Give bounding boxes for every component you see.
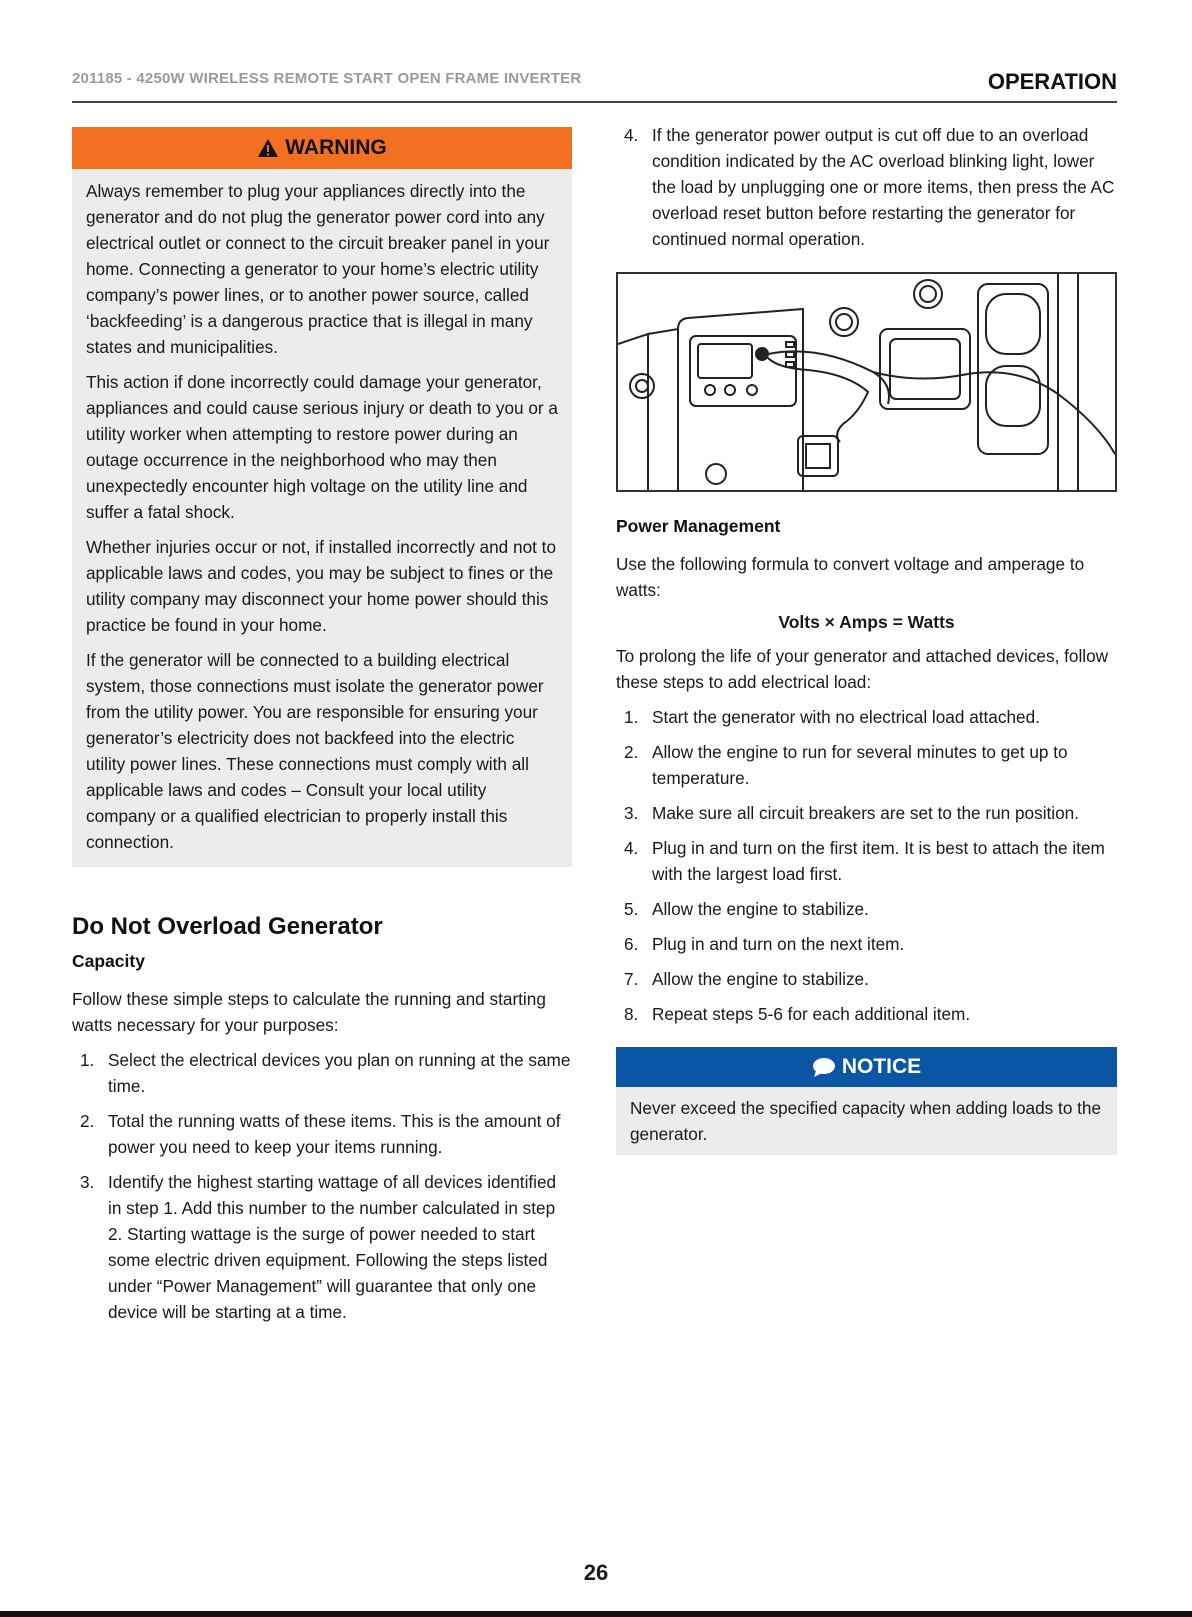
load-steps <box>616 704 1117 1027</box>
step-text: Total the running watts of these items. This is the amount of power you need to keep your items running. <box>108 1111 561 1157</box>
step-text: Make sure all circuit breakers are set to the run position. <box>652 803 1080 823</box>
speech-bubble-icon <box>812 1057 836 1077</box>
list-item <box>616 1001 1117 1027</box>
right-column <box>616 122 1117 1155</box>
bottom-divider <box>0 1611 1192 1617</box>
list-item <box>72 1169 572 1325</box>
warning-body <box>72 169 572 867</box>
step-text: Allow the engine to run for several minutes to get up to temperature. <box>652 742 1068 788</box>
left-column <box>72 127 572 1334</box>
reset-button-illustration <box>616 272 1117 492</box>
header-divider <box>72 101 1117 103</box>
list-item <box>616 896 1117 922</box>
notice-box <box>616 1047 1117 1155</box>
step-text: Identify the highest starting wattage of all devices identified in step 1. Add this number to the number calculated in step 2. Starting wattage is the surge of power needed to start some electric driven equipment. Following the steps listed under “Power Management” will guarantee that only one device will be starting at a time. <box>108 1172 557 1322</box>
step-number: 4. <box>624 125 639 145</box>
warning-triangle-icon <box>257 138 279 158</box>
capacity-intro: Follow these simple steps to calculate the running and starting watts necessary for your purposes: <box>72 989 546 1035</box>
step-number: 1. <box>80 1050 95 1070</box>
step-text: Select the electrical devices you plan on running at the same time. <box>108 1050 571 1096</box>
step-text: Start the generator with no electrical load attached. <box>652 707 1040 727</box>
capacity-steps-continued <box>616 122 1117 252</box>
step-number: 5. <box>624 899 639 919</box>
step-number: 6. <box>624 934 639 954</box>
step-text: If the generator power output is cut off due to an overload condition indicated by the AC overload blinking light, lower the load by unplugging one or more items, then press the AC overload reset button before restarting the generator for continued normal operation. <box>652 125 1115 249</box>
step-number: 8. <box>624 1004 639 1024</box>
step-number: 7. <box>624 969 639 989</box>
list-item <box>616 122 1117 252</box>
step-text: Plug in and turn on the first item. It is best to attach the item with the largest load first. <box>652 838 1105 884</box>
warning-label: WARNING <box>285 136 387 159</box>
section-title: OPERATION <box>987 69 1117 94</box>
list-item <box>616 931 1117 957</box>
notice-header <box>616 1047 1117 1087</box>
step-number: 2. <box>624 742 639 762</box>
list-item <box>616 704 1117 730</box>
warning-paragraph: If the generator will be connected to a building electrical system, those connections must isolate the generator power from the utility power. You are responsible for ensuring your generator’s electricity does not backfeed into the electric utility power lines. These connections must comply with all applicable laws and codes – Consult your local utility company or a qualified electrician to properly install this connection. <box>86 650 544 852</box>
list-item <box>616 835 1117 887</box>
document-title: 201185 - 4250W WIRELESS REMOTE START OPEN FRAME INVERTER <box>72 70 582 87</box>
generator-panel-illustration <box>618 274 1115 490</box>
warning-paragraph: Always remember to plug your appliances directly into the generator and do not plug the generator power cord into any electrical outlet or connect to the circuit breaker panel in your home. Connecting a generator to your home’s electric utility company’s power lines, or to another power source, called ‘backfeeding’ is a dangerous practice that is illegal in many states and municipalities. <box>86 181 550 357</box>
wattage-formula: Volts × Amps = Watts <box>778 612 955 632</box>
step-text: Allow the engine to stabilize. <box>652 899 869 919</box>
formula-intro: Use the following formula to convert voltage and amperage to watts: <box>616 554 1085 600</box>
warning-header <box>72 127 572 169</box>
list-item <box>616 739 1117 791</box>
capacity-steps <box>72 1047 572 1325</box>
step-text: Plug in and turn on the next item. <box>652 934 905 954</box>
step-number: 4. <box>624 838 639 858</box>
notice-text: Never exceed the specified capacity when adding loads to the generator. <box>630 1098 1102 1144</box>
step-number: 3. <box>80 1172 95 1192</box>
overload-heading: Do Not Overload Generator <box>72 913 383 940</box>
capacity-heading: Capacity <box>72 951 145 971</box>
list-item <box>616 966 1117 992</box>
step-text: Allow the engine to stabilize. <box>652 969 869 989</box>
warning-box <box>72 127 572 867</box>
list-item <box>72 1047 572 1099</box>
list-item <box>72 1108 572 1160</box>
warning-paragraph: Whether injuries occur or not, if installed incorrectly and not to applicable laws and codes, you may be subject to fines or the utility company may disconnect your home power should this practice be found in your home. <box>86 537 557 635</box>
power-management-heading: Power Management <box>616 516 781 536</box>
step-number: 1. <box>624 707 639 727</box>
step-text: Repeat steps 5-6 for each additional item. <box>652 1004 971 1024</box>
warning-paragraph: This action if done incorrectly could damage your generator, appliances and could cause serious injury or death to you or a utility worker when attempting to restore power during an outage occurrence in the neighborhood who may then unexpectedly encounter high voltage on the utility line and suffer a fatal shock. <box>86 372 558 522</box>
notice-label: NOTICE <box>841 1055 922 1078</box>
page-number: 26 <box>583 1560 609 1585</box>
list-item <box>616 800 1117 826</box>
step-number: 3. <box>624 803 639 823</box>
load-steps-intro: To prolong the life of your generator and attached devices, follow these steps to add electrical load: <box>616 646 1109 692</box>
step-number: 2. <box>80 1111 95 1131</box>
